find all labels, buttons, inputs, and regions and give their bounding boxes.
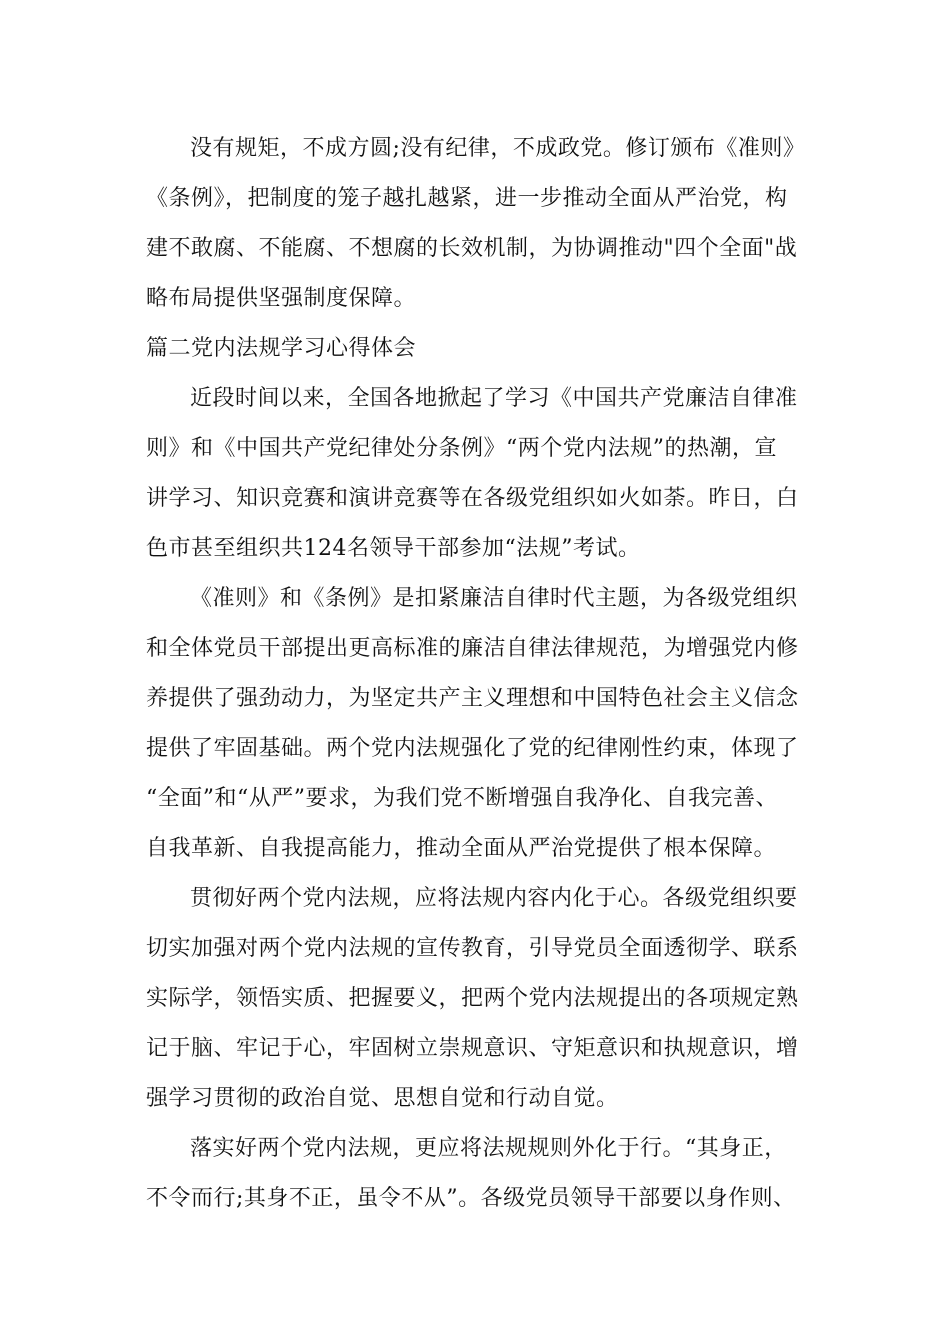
- paragraph-line: 切实加强对两个党内法规的宣传教育，引导党员全面透彻学、联系: [146, 936, 799, 961]
- paragraph-line: 色市甚至组织共124名领导干部参加“法规”考试。: [146, 536, 641, 561]
- paragraph-line: 讲学习、知识竞赛和演讲竞赛等在各级党组织如火如荼。昨日，白: [146, 486, 799, 511]
- paragraph-line: “全面”和“从严”要求，为我们党不断增强自我净化、自我完善、: [146, 786, 778, 811]
- section-heading: 篇二党内法规学习心得体会: [146, 336, 417, 361]
- paragraph-line: 记于脑、牢记于心，牢固树立崇规意识、守矩意识和执规意识，增: [146, 1036, 799, 1061]
- paragraph-line: 《条例》，把制度的笼子越扎越紧，进一步推动全面从严治党，构: [146, 186, 788, 211]
- paragraph-line: 不令而行;其身不正，虽令不从”。各级党员领导干部要以身作则、: [146, 1186, 796, 1211]
- paragraph-line: 建不敢腐、不能腐、不想腐的长效机制，为协调推动"四个全面"战: [146, 236, 798, 261]
- paragraph-line: 则》和《中国共产党纪律处分条例》“两个党内法规”的热潮，宣: [146, 436, 777, 461]
- paragraph-line: 落实好两个党内法规，更应将法规规则外化于行。“其身正，: [190, 1136, 787, 1161]
- paragraph-line: 没有规矩，不成方圆;没有纪律，不成政党。修订颁布《准则》: [190, 136, 806, 161]
- paragraph-line: 略布局提供坚强制度保障。: [146, 286, 417, 311]
- paragraph-line: 《准则》和《条例》是扣紧廉洁自律时代主题，为各级党组织: [190, 586, 798, 611]
- paragraph-line: 自我革新、自我提高能力，推动全面从严治党提供了根本保障。: [146, 836, 777, 861]
- paragraph-line: 提供了牢固基础。两个党内法规强化了党的纪律刚性约束，体现了: [146, 736, 799, 761]
- paragraph-line: 养提供了强劲动力，为坚定共产主义理想和中国特色社会主义信念: [146, 686, 799, 711]
- paragraph-line: 强学习贯彻的政治自觉、思想自觉和行动自觉。: [146, 1086, 619, 1111]
- paragraph-line: 实际学，领悟实质、把握要义，把两个党内法规提出的各项规定熟: [146, 986, 799, 1011]
- paragraph-line: 和全体党员干部提出更高标准的廉洁自律法律规范，为增强党内修: [146, 636, 799, 661]
- paragraph-line: 近段时间以来，全国各地掀起了学习《中国共产党廉洁自律准: [190, 386, 798, 411]
- paragraph-line: 贯彻好两个党内法规，应将法规内容内化于心。各级党组织要: [190, 886, 798, 911]
